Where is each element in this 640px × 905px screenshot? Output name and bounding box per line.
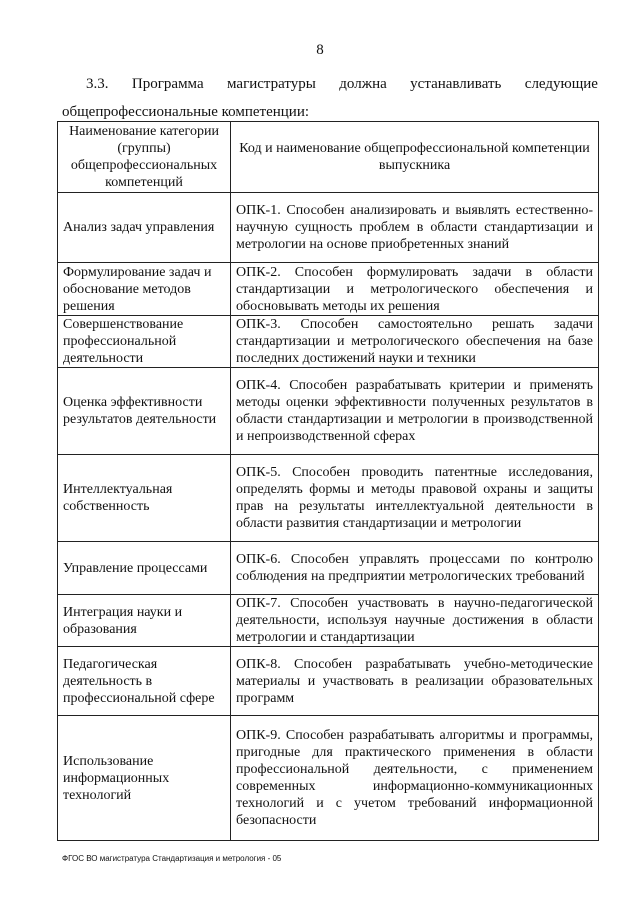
intro-word: магистратуры <box>227 76 316 92</box>
competence-cell: ОПК-5. Способен проводить патентные исследования, определять формы и методы правовой охраны и защиты прав на результаты интеллектуальной деятельности в области развития стандартизации и метрологии <box>231 455 599 542</box>
category-cell: Формулирование задач и обоснование методов решения <box>58 263 231 316</box>
category-cell: Анализ задач управления <box>58 193 231 263</box>
intro-word: устанавливать <box>410 76 502 92</box>
category-cell: Оценка эффективности результатов деятельности <box>58 368 231 455</box>
table-row <box>58 455 599 542</box>
competence-cell: ОПК-6. Способен управлять процессами по контролю соблюдения на предприятии метрологических требований <box>231 542 599 595</box>
competence-cell: ОПК-8. Способен разрабатывать учебно-методические материалы и участвовать в реализации образовательных программ <box>231 647 599 716</box>
page-number: 8 <box>316 42 324 58</box>
intro-line-1 <box>62 70 598 98</box>
table-row <box>58 716 599 841</box>
category-cell: Совершенствование профессиональной деятельности <box>58 316 231 368</box>
intro-word: 3.3. <box>86 76 109 92</box>
header-code: Код и наименование общепрофессиональной компетенции выпускника <box>231 122 599 193</box>
category-cell: Управление процессами <box>58 542 231 595</box>
table-row <box>58 368 599 455</box>
intro-line-2: общепрофессиональные компетенции: <box>62 104 310 120</box>
category-cell: Интеллектуальная собственность <box>58 455 231 542</box>
table-row <box>58 595 599 647</box>
competence-cell: ОПК-9. Способен разрабатывать алгоритмы и программы, пригодные для практического применения в области профессиональной деятельности, с применением современных информационно-коммуникационных технологий и с учетом требований информационной безопасности <box>231 716 599 841</box>
header-category: Наименование категории (группы) общепрофессиональных компетенций <box>58 122 231 193</box>
category-cell: Интеграция науки и образования <box>58 595 231 647</box>
intro-paragraph <box>62 70 598 126</box>
table-row <box>58 193 599 263</box>
competence-cell: ОПК-3. Способен самостоятельно решать задачи стандартизации и метрологического обеспечения на базе последних достижений науки и техники <box>231 316 599 368</box>
competence-cell: ОПК-4. Способен разрабатывать критерии и применять методы оценки эффективности полученных результатов в области стандартизации и метрологии в производственной и непроизводственной сферах <box>231 368 599 455</box>
table-row <box>58 316 599 368</box>
competencies-table <box>57 121 599 841</box>
table-row <box>58 647 599 716</box>
category-cell: Педагогическая деятельность в профессиональной сфере <box>58 647 231 716</box>
competence-cell: ОПК-2. Способен формулировать задачи в области стандартизации и метрологического обеспечения и обосновывать методы их решения <box>231 263 599 316</box>
table-row <box>58 263 599 316</box>
competence-cell: ОПК-7. Способен участвовать в научно-педагогической деятельности, используя научные достижения в области метрологии и стандартизации <box>231 595 599 647</box>
intro-word: Программа <box>131 76 204 92</box>
document-footer: ФГОС ВО магистратура Стандартизация и метрология - 05 <box>62 854 282 863</box>
table-row <box>58 542 599 595</box>
category-cell: Использование информационных технологий <box>58 716 231 841</box>
intro-word: должна <box>339 76 387 92</box>
intro-word: следующие <box>524 76 598 92</box>
table-header-row <box>58 122 599 193</box>
competence-cell: ОПК-1. Способен анализировать и выявлять естественно-научную сущность проблем в области стандартизации и метрологии на основе приобретенных знаний <box>231 193 599 263</box>
